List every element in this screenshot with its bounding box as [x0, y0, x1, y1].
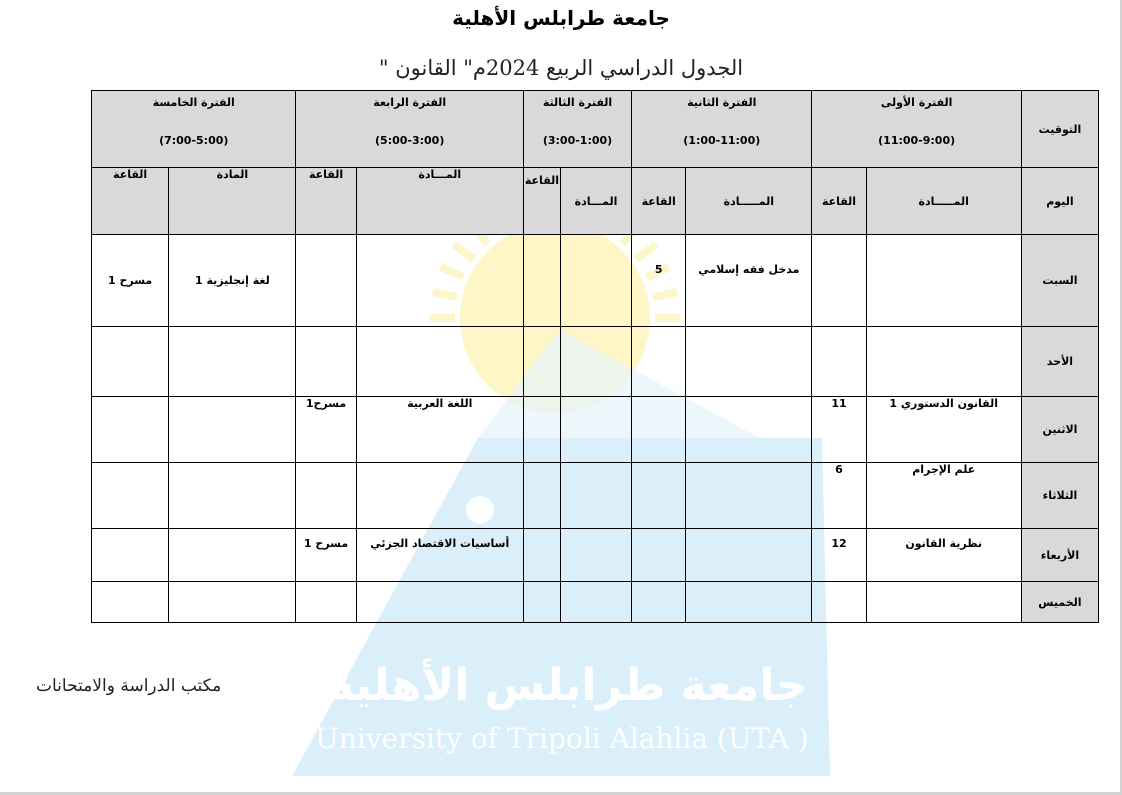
subject-header-label: المـــادة — [574, 194, 618, 208]
room-cell — [632, 582, 686, 623]
subject-cell — [560, 463, 631, 529]
period-1-header — [812, 91, 1021, 168]
day-label: الاثنين — [1042, 423, 1078, 436]
day-header-cell — [1021, 168, 1098, 235]
room-cell — [632, 327, 686, 397]
subject-header-cell — [356, 168, 523, 235]
subject-cell — [686, 327, 812, 397]
subject-cell — [356, 397, 523, 463]
room-header-label: القاعة — [641, 194, 676, 208]
room-cell — [523, 397, 560, 463]
day-cell — [1021, 582, 1098, 623]
subject-cell — [169, 397, 296, 463]
period-3-header — [523, 91, 631, 168]
day-cell — [1021, 397, 1098, 463]
day-cell — [1021, 327, 1098, 397]
subject-cell — [169, 529, 296, 582]
day-label: الثلاثاء — [1042, 489, 1078, 502]
room-cell — [523, 235, 560, 327]
table-row — [92, 327, 1099, 397]
subject-cell — [686, 529, 812, 582]
period-name: الفترة الأولى — [880, 96, 953, 109]
room-cell — [296, 397, 356, 463]
subject-header-cell — [560, 168, 631, 235]
table-row — [92, 397, 1099, 463]
subject-cell — [560, 529, 631, 582]
subject-cell — [686, 235, 812, 327]
room-header-cell — [296, 168, 356, 235]
watermark-arabic-text: جامعة طرابلس الأهلية — [328, 660, 808, 711]
day-header-label: اليوم — [1046, 194, 1074, 208]
room-cell — [632, 397, 686, 463]
room-text: مسرح1 — [305, 397, 347, 410]
period-time: (1:00-11:00) — [683, 134, 761, 147]
day-cell — [1021, 235, 1098, 327]
room-cell — [632, 235, 686, 327]
subject-cell — [686, 397, 812, 463]
watermark-english-text: University of Tripoli Alahlia (UTA ) — [315, 722, 809, 755]
room-cell — [812, 582, 866, 623]
room-cell — [632, 529, 686, 582]
subject-header-label: المـــادة — [418, 168, 462, 181]
subject-cell — [356, 235, 523, 327]
room-cell — [632, 463, 686, 529]
period-5-header — [92, 91, 296, 168]
room-cell — [296, 529, 356, 582]
subject-cell — [866, 235, 1021, 327]
table-row — [92, 582, 1099, 623]
subject-header-label: المـــــادة — [723, 194, 774, 208]
room-cell — [812, 463, 866, 529]
room-cell — [812, 235, 866, 327]
room-text: 6 — [835, 463, 843, 476]
timing-header-label: التوقيت — [1038, 122, 1082, 136]
room-text: مسرح 1 — [303, 537, 349, 550]
room-header-label: القاعة — [821, 194, 857, 208]
schedule-title — [0, 56, 1122, 80]
period-time: (11:00-9:00) — [878, 134, 956, 147]
subject-text: لغة إنجليزية 1 — [194, 274, 270, 287]
university-name-heading — [0, 6, 1122, 30]
subject-text: اللغة العربية — [407, 397, 473, 410]
subject-cell — [866, 463, 1021, 529]
subject-cell — [866, 327, 1021, 397]
subject-cell — [560, 582, 631, 623]
room-cell — [812, 327, 866, 397]
room-header-cell — [92, 168, 169, 235]
subject-text: أساسيات الاقتصاد الجزئي — [370, 537, 510, 550]
subject-text: نظرية القانون — [905, 537, 983, 550]
day-cell — [1021, 529, 1098, 582]
day-label: السبت — [1042, 274, 1078, 287]
period-time: (5:00-3:00) — [375, 134, 445, 147]
subject-cell — [560, 327, 631, 397]
subject-cell — [560, 397, 631, 463]
subject-cell — [866, 397, 1021, 463]
subject-cell — [356, 529, 523, 582]
sub-header-row — [92, 168, 1099, 235]
room-header-cell — [812, 168, 866, 235]
schedule-table — [91, 90, 1099, 623]
room-cell — [812, 529, 866, 582]
subject-cell — [866, 582, 1021, 623]
subject-cell — [356, 463, 523, 529]
room-cell — [523, 529, 560, 582]
subject-cell — [169, 582, 296, 623]
subject-header-label: المادة — [216, 168, 249, 181]
schedule-title-text: الجدول الدراسي الربيع 2024م" القانون " — [378, 56, 744, 80]
subject-cell — [169, 235, 296, 327]
subject-text: القانون الدستوري 1 — [889, 397, 998, 410]
room-cell — [296, 463, 356, 529]
subject-cell — [356, 582, 523, 623]
room-text: مسرح 1 — [107, 274, 153, 287]
room-cell — [92, 582, 169, 623]
room-cell — [523, 463, 560, 529]
room-cell — [92, 235, 169, 327]
room-cell — [92, 327, 169, 397]
room-text: 11 — [831, 397, 847, 410]
room-header-label: القاعة — [113, 168, 148, 181]
period-name: الفترة الرابعة — [373, 96, 447, 109]
day-cell — [1021, 463, 1098, 529]
subject-cell — [560, 235, 631, 327]
room-text: 5 — [654, 263, 663, 276]
table-row — [92, 463, 1099, 529]
period-name: الفترة الثالثة — [542, 96, 613, 109]
day-label: الأحد — [1046, 355, 1074, 368]
university-name-text: جامعة طرابلس الأهلية — [452, 6, 670, 30]
subject-cell — [356, 327, 523, 397]
room-cell — [296, 582, 356, 623]
room-text: 12 — [831, 537, 847, 550]
room-cell — [296, 235, 356, 327]
period-4-header — [296, 91, 523, 168]
table-row — [92, 235, 1099, 327]
subject-cell — [866, 529, 1021, 582]
day-label: الأربعاء — [1040, 548, 1080, 562]
subject-cell — [686, 582, 812, 623]
period-name: الفترة الثانية — [687, 96, 757, 109]
period-name: الفترة الخامسة — [152, 96, 235, 109]
subject-header-label: المـــــادة — [918, 194, 969, 208]
subject-header-cell — [866, 168, 1021, 235]
room-cell — [812, 397, 866, 463]
room-cell — [523, 582, 560, 623]
office-stamp-text: مكتب الدراسة والامتحانات — [36, 676, 222, 696]
room-cell — [92, 529, 169, 582]
room-cell — [92, 397, 169, 463]
subject-header-cell — [686, 168, 812, 235]
timing-header-cell — [1021, 91, 1098, 168]
room-header-cell — [523, 168, 560, 235]
table-row — [92, 529, 1099, 582]
room-header-label: القاعة — [524, 174, 560, 187]
period-2-header — [632, 91, 812, 168]
period-time: (7:00-5:00) — [159, 134, 229, 147]
room-cell — [92, 463, 169, 529]
subject-header-cell — [169, 168, 296, 235]
subject-cell — [169, 327, 296, 397]
room-header-label: القاعة — [308, 168, 344, 181]
subject-text: مدخل فقه إسلامي — [698, 263, 800, 276]
day-label: الخميس — [1038, 595, 1082, 609]
subject-text: علم الإجرام — [912, 463, 976, 476]
room-header-cell — [632, 168, 686, 235]
period-header-row — [92, 91, 1099, 168]
room-cell — [296, 327, 356, 397]
subject-cell — [169, 463, 296, 529]
room-cell — [523, 327, 560, 397]
office-stamp-signature — [36, 676, 221, 696]
period-time: (3:00-1:00) — [542, 134, 613, 147]
subject-cell — [686, 463, 812, 529]
